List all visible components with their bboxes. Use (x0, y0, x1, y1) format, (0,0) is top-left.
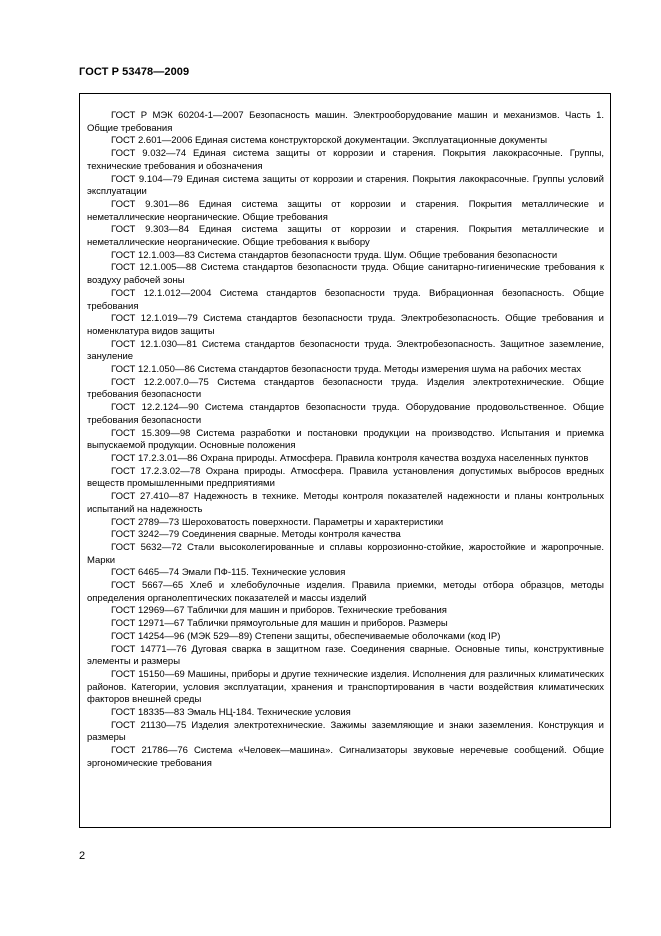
reference-entry: ГОСТ 15150—69 Машины, приборы и другие технические изделия. Исполнения для различных климатических районов. Категории, условия эксплуатации, хранения и транспортирования в части воздействия климатических факторов внешней среды (87, 668, 604, 706)
reference-entry: ГОСТ 9.303—84 Единая система защиты от коррозии и старения. Покрытия металлические и неметаллические неорганические. Общие требования к выбору (87, 224, 604, 249)
reference-entry: ГОСТ 17.2.3.02—78 Охрана природы. Атмосфера. Правила установления допустимых выбросов вредных веществ промышленными предприятиями (87, 465, 604, 490)
reference-entry: ГОСТ 14771—76 Дуговая сварка в защитном газе. Соединения сварные. Основные типы, конструктивные элементы и размеры (87, 643, 604, 668)
reference-entry: ГОСТ 12.2.124—90 Система стандартов безопасности труда. Оборудование продовольственное. Общие требования безопасности (87, 402, 604, 426)
reference-entry: ГОСТ 12.1.050—86 Система стандартов безопасности труда. Методы измерения шума на рабочих местах (111, 364, 582, 376)
page-number: 2 (79, 850, 86, 862)
reference-entry: ГОСТ 14254—96 (МЭК 529—89) Степени защиты, обеспечиваемые оболочками (код IP) (111, 630, 501, 642)
reference-entry: ГОСТ 27.410—87 Надежность в технике. Методы контроля показателей надежности и планы контрольных испытаний на надежность (87, 491, 604, 515)
reference-entry: ГОСТ 5632—72 Стали высоколегированные и сплавы коррозионно-стойкие, жаростойкие и жаропрочные. Марки (87, 541, 604, 566)
reference-entry: ГОСТ 12.2.007.0—75 Система стандартов безопасности труда. Изделия электротехнические. Общие требования безопасности (87, 376, 604, 401)
reference-entry: ГОСТ 3242—79 Соединения сварные. Методы контроля качества (111, 529, 401, 541)
reference-entry: ГОСТ 17.2.3.01—86 Охрана природы. Атмосфера. Правила контроля качества воздуха населенных пунктов (111, 452, 589, 464)
reference-entry: ГОСТ 9.104—79 Единая система защиты от коррозии и старения. Покрытия лакокрасочные. Группы условий эксплуатации (87, 173, 604, 198)
reference-entry: ГОСТ 2789—73 Шероховатость поверхности. Параметры и характеристики (111, 516, 444, 528)
reference-entry: ГОСТ 12.1.030—81 Система стандартов безопасности труда. Электробезопасность. Защитное заземление, зануление (87, 338, 604, 363)
reference-entry: ГОСТ 9.301—86 Единая система защиты от коррозии и старения. Покрытия металлические и неметаллические неорганические. Общие требования (87, 198, 604, 223)
reference-entry: ГОСТ 6465—74 Эмали ПФ-115. Технические условия (111, 567, 346, 579)
reference-entry: ГОСТ 12.1.003—83 Система стандартов безопасности труда. Шум. Общие требования безопасности (111, 249, 558, 261)
document-header: ГОСТ Р 53478—2009 (79, 66, 190, 78)
reference-entry: ГОСТ 2.601—2006 Единая система конструкторской документации. Эксплуатационные документы (111, 135, 548, 147)
reference-entry: ГОСТ 15.309—98 Система разработки и постановки продукции на производство. Испытания и приемка выпускаемой продукции. Основные положения (87, 427, 604, 452)
references-list (87, 110, 604, 771)
reference-entry: ГОСТ 12.1.005—88 Система стандартов безопасности труда. Общие санитарно-гигиенические требования к воздуху рабочей зоны (87, 262, 604, 287)
reference-entry: ГОСТ 5667—65 Хлеб и хлебобулочные изделия. Правила приемки, методы отбора образцов, методы определения органолептических показателей и массы изделий (87, 580, 604, 604)
reference-entry: ГОСТ 9.032—74 Единая система защиты от коррозии и старения. Покрытия лакокрасочные. Группы, технические требования и обозначения (87, 148, 604, 172)
reference-entry: ГОСТ 12.1.019—79 Система стандартов безопасности труда. Электробезопасность. Общие требования и номенклатура видов защиты (87, 313, 604, 337)
reference-entry: ГОСТ 12.1.012—2004 Система стандартов безопасности труда. Вибрационная безопасность. Общие требования (87, 287, 604, 312)
reference-entry: ГОСТ 12969—67 Таблички для машин и приборов. Технические требования (111, 605, 447, 617)
reference-entry: ГОСТ 12971—67 Таблички прямоугольные для машин и приборов. Размеры (111, 618, 448, 630)
reference-entry: ГОСТ 21130—75 Изделия электротехнические. Зажимы заземляющие и знаки заземления. Конструкция и размеры (87, 719, 604, 744)
reference-entry: ГОСТ 18335—83 Эмаль НЦ-184. Технические условия (111, 707, 351, 719)
reference-entry: ГОСТ 21786—76 Система «Человек—машина». Сигнализаторы звуковые неречевые сообщений. Общие эргономические требования (87, 745, 604, 769)
reference-entry: ГОСТ Р МЭК 60204-1—2007 Безопасность машин. Электрооборудование машин и механизмов. Часть 1. Общие требования (87, 110, 604, 134)
